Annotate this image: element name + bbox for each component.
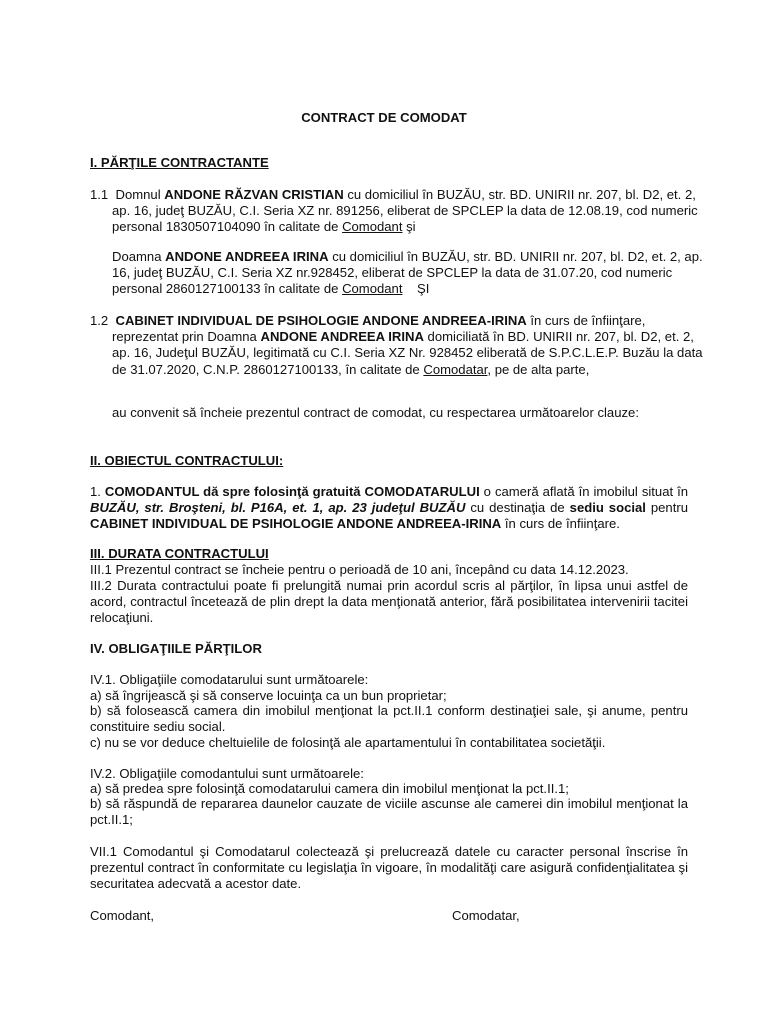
property-address: BUZĂU, str. Broşteni, bl. P16A, et. 1, ap. 23 judeţul BUZĂU [90, 500, 466, 516]
party-3-paragraph [90, 313, 710, 378]
text: în curs de înfiinţare, reprezentat prin Doamna [112, 313, 646, 345]
party-name: ANDONE ANDREEA IRINA [165, 249, 329, 264]
company-name: CABINET INDIVIDUAL DE PSIHOLOGIE ANDONE ANDREEA-IRINA [90, 516, 502, 532]
representative-name: ANDONE ANDREEA IRINA [260, 329, 424, 345]
section-1-heading: I. PĂRŢILE CONTRACTANTE [90, 155, 269, 170]
text: cu destinaţia de [465, 500, 570, 516]
text: , pe de alta parte, [487, 361, 590, 377]
signature-comodatar: Comodatar, [452, 908, 520, 923]
object-paragraph [90, 484, 688, 533]
role-label: Comodatar [423, 361, 488, 377]
signature-comodant: Comodant, [90, 908, 155, 923]
text: cu domiciliul în BUZĂU, str. BD. UNIRII nr. 207, bl. D2, et. 2, ap. 16, judeţ BUZĂU, C.I. Seria XZ nr.928452, eliberat de SPCLEP la data de 31.07.20, cod numeric personal 2860127100133 în calitate de [112, 249, 703, 297]
text: Doamna [112, 249, 166, 264]
role-label: Comodant [342, 281, 403, 297]
company-name: CABINET INDIVIDUAL DE PSIHOLOGIE ANDONE ANDREEA-IRINA [115, 313, 527, 328]
clause-number: 1. [90, 484, 105, 499]
section-4-heading: IV. OBLIGAŢIILE PĂRŢILOR [90, 641, 262, 656]
text: o cameră aflată în imobilul situat în [479, 484, 688, 499]
text: Domnul [115, 187, 165, 202]
clause-iv-1-c: c) nu se vor deduce cheltuielile de folosinţă ale apartamentului în contabilitatea societăţii. [90, 735, 606, 750]
clause-iii-2: III.2 Durata contractului poate fi prelungită numai prin acordul scris al părţilor, în lipsa unui astfel de acord, contractul încetează de plin drept la data menţionată anterior, fără posibilitatea intervenirii tacitei relocaţiuni. [90, 578, 688, 626]
clause-vii-1: VII.1 Comodantul şi Comodatarul colectează şi prelucrează datele cu caracter personal înscrise în prezentul contract în conformitate cu legislaţia în vigoare, în modalităţi care asigură confidenţialitatea şi securitatea adecvată a acestor date. [90, 844, 688, 892]
destination: sediu social [569, 500, 646, 516]
text: şi [402, 219, 416, 235]
text: în curs de înfiinţare. [501, 516, 620, 532]
section-3-heading: III. DURATA CONTRACTULUI [90, 546, 269, 561]
clause-iii-1: III.1 Prezentul contract se încheie pentru o perioadă de 10 ani, începând cu data 14.12.2023. [90, 562, 629, 577]
clause-iv-2-a: a) să predea spre folosinţă comodatarului camera din imobilul menţionat la pct.II.1; [90, 781, 569, 796]
clause-iv-1-a: a) să îngrijească şi să conserve locuinţa ca un bun proprietar; [90, 688, 447, 703]
role-label: Comodant [342, 219, 403, 235]
text: pentru [645, 500, 688, 516]
section-2-heading: II. OBIECTUL CONTRACTULUI: [90, 453, 284, 468]
clause-iv-1-intro: IV.1. Obligaţiile comodatarului sunt următoarele: [90, 672, 369, 687]
clause-number: 1.2 [90, 313, 109, 328]
object-clause-bold: COMODANTUL dă spre folosinţă gratuită COMODATARULUI [104, 484, 480, 499]
party-1-paragraph [90, 187, 710, 236]
text: cu domiciliul în BUZĂU, str. BD. UNIRII nr. 207, bl. D2, et. 2, ap. 16, judeţ BUZĂU, C.I. Seria XZ nr. 891256, eliberat de SPCLEP la data de 12.08.19, cod numeric personal 1830507104090 în calitate de [112, 187, 698, 235]
clause-number: 1.1 [90, 187, 109, 202]
clause-iv-2-intro: IV.2. Obligaţiile comodantului sunt următoarele: [90, 766, 364, 781]
document-title: CONTRACT DE COMODAT [301, 110, 467, 125]
clause-iv-1-b: b) să folosească camera din imobilul menţionat la pct.II.1 conform destinaţiei sale, şi anume, pentru constituire sediu social. [90, 703, 688, 735]
agreement-sentence: au convenit să încheie prezentul contract de comodat, cu respectarea următoarelor clauze: [112, 405, 639, 420]
clause-iv-2-b: b) să răspundă de repararea daunelor cauzate de viciile ascunse ale camerei din imobilul menţionat la pct.II.1; [90, 796, 688, 828]
party-name: ANDONE RĂZVAN CRISTIAN [164, 187, 344, 202]
text: ŞI [402, 281, 430, 297]
text: domiciliată în BD. UNIRII nr. 207, bl. D2, et. 2, ap. 16, Judeţul BUZĂU, legitimată cu C.I. Seria XZ Nr. 928452 eliberată de S.P.C.L.E.P. Buzău la data de 31.07.2020, C.N.P. 2860127100133, în calitate de [112, 329, 703, 377]
party-2-paragraph [90, 249, 710, 298]
